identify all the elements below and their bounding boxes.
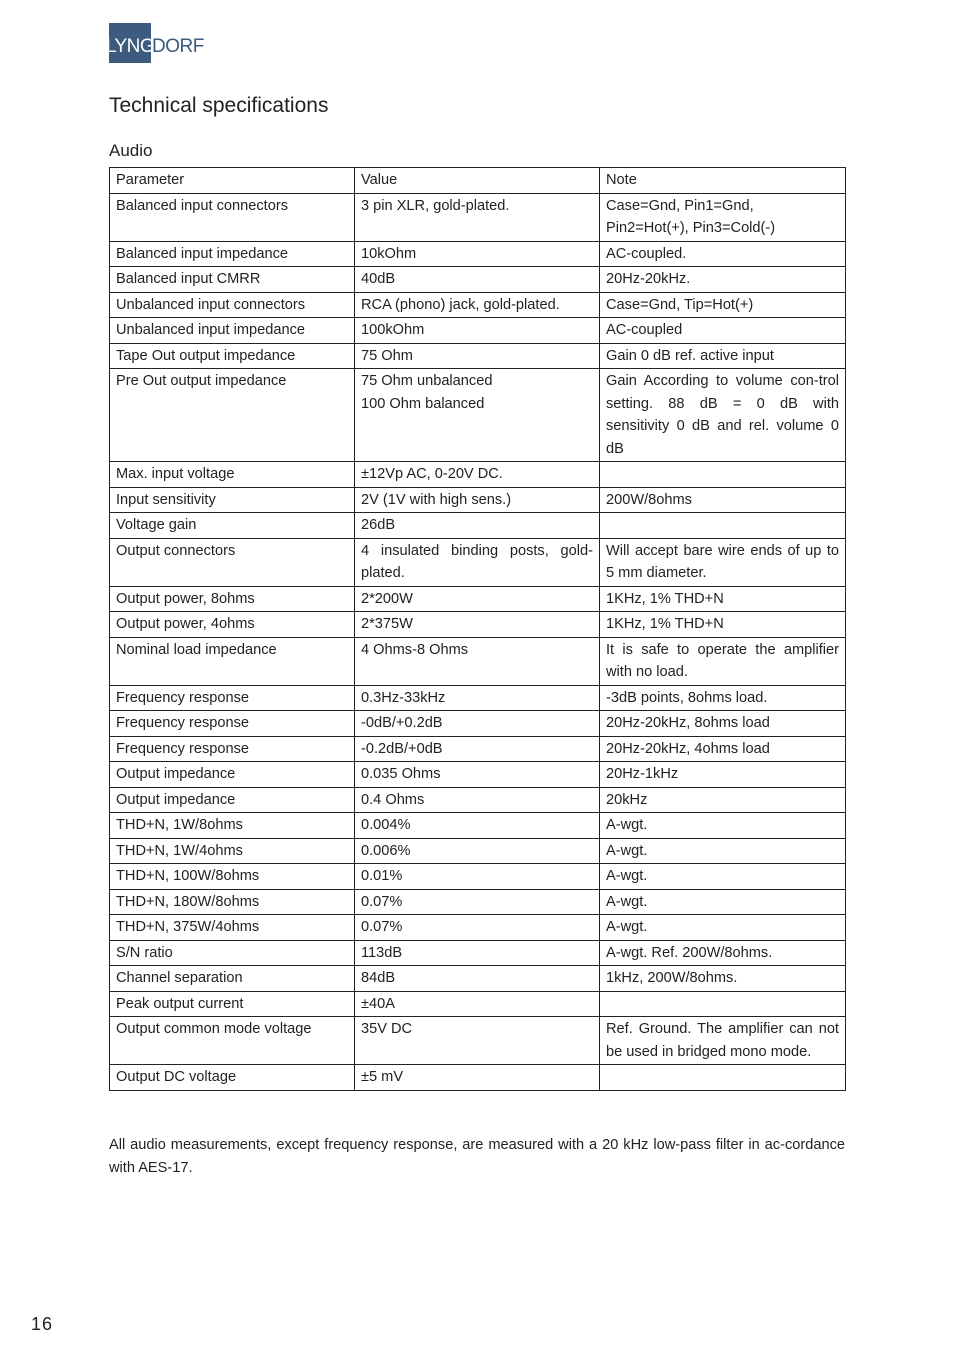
cell-value: 3 pin XLR, gold-plated. [355,193,600,241]
logo-dorf: DORF [152,36,204,57]
cell-value: 100kOhm [355,318,600,344]
cell-parameter: Voltage gain [110,513,355,539]
table-row [110,538,846,586]
table-row [110,762,846,788]
cell-note: 200W/8ohms [600,487,846,513]
table-row [110,813,846,839]
table-row [110,612,846,638]
table-row [110,267,846,293]
cell-parameter: Frequency response [110,685,355,711]
cell-value: 26dB [355,513,600,539]
cell-parameter: Output common mode voltage [110,1017,355,1065]
cell-note [600,991,846,1017]
table-row [110,487,846,513]
table-row [110,318,846,344]
cell-parameter: Unbalanced input connectors [110,292,355,318]
cell-note: 20Hz-1kHz [600,762,846,788]
header-value: Value [355,168,600,194]
cell-parameter: Peak output current [110,991,355,1017]
cell-parameter: Output impedance [110,762,355,788]
table-row [110,1017,846,1065]
table-row [110,241,846,267]
cell-value: 2*375W [355,612,600,638]
header-note: Note [600,168,846,194]
cell-value: 0.035 Ohms [355,762,600,788]
cell-value: 113dB [355,940,600,966]
cell-parameter: Pre Out output impedance [110,369,355,462]
cell-parameter: Frequency response [110,736,355,762]
cell-value: -0dB/+0.2dB [355,711,600,737]
cell-value: RCA (phono) jack, gold-plated. [355,292,600,318]
footnote: All audio measurements, except frequency response, are measured with a 20 kHz low-pass filter in ac-cordance with AES-17. [109,1137,845,1176]
cell-parameter: THD+N, 180W/8ohms [110,889,355,915]
table-row [110,685,846,711]
cell-parameter: Tape Out output impedance [110,343,355,369]
header-parameter: Parameter [110,168,355,194]
cell-parameter: Channel separation [110,966,355,992]
cell-value: 84dB [355,966,600,992]
brand-logo [105,23,204,63]
table-row [110,966,846,992]
cell-parameter: Max. input voltage [110,462,355,488]
table-row [110,940,846,966]
table-row [110,513,846,539]
table-row [110,838,846,864]
cell-note: A-wgt. [600,813,846,839]
table-row [110,637,846,685]
cell-parameter: THD+N, 375W/4ohms [110,915,355,941]
logo-lyng: LYNG [109,23,151,63]
cell-value: 0.006% [355,838,600,864]
cell-value: 0.01% [355,864,600,890]
cell-value: 0.07% [355,915,600,941]
spec-table-body [110,168,846,1091]
table-row [110,711,846,737]
cell-note: Gain According to volume con-trol setting. 88 dB = 0 dB with sensitivity 0 dB and rel. volume 0 dB [600,369,846,462]
cell-note: Ref. Ground. The amplifier can not be used in bridged mono mode. [600,1017,846,1065]
cell-note: 1kHz, 200W/8ohms. [600,966,846,992]
cell-note: A-wgt. [600,838,846,864]
cell-parameter: Balanced input connectors [110,193,355,241]
cell-note: 1KHz, 1% THD+N [600,612,846,638]
section-title: Audio [109,141,153,160]
cell-value: 0.4 Ohms [355,787,600,813]
cell-parameter: THD+N, 1W/4ohms [110,838,355,864]
cell-note: A-wgt. Ref. 200W/8ohms. [600,940,846,966]
cell-note: 20Hz-20kHz, 4ohms load [600,736,846,762]
cell-value: 40dB [355,267,600,293]
cell-parameter: Output impedance [110,787,355,813]
cell-note: It is safe to operate the amplifier with no load. [600,637,846,685]
cell-value: 35V DC [355,1017,600,1065]
table-row [110,787,846,813]
cell-note: Will accept bare wire ends of up to 5 mm diameter. [600,538,846,586]
cell-value: 0.07% [355,889,600,915]
table-row [110,991,846,1017]
cell-parameter: THD+N, 1W/8ohms [110,813,355,839]
spec-table [109,167,846,1091]
table-row [110,343,846,369]
table-row [110,1065,846,1091]
table-row [110,736,846,762]
cell-note: A-wgt. [600,915,846,941]
cell-note [600,513,846,539]
table-row [110,292,846,318]
cell-note [600,462,846,488]
cell-value: ±5 mV [355,1065,600,1091]
cell-parameter: Balanced input CMRR [110,267,355,293]
cell-value: 75 Ohm [355,343,600,369]
cell-parameter: Nominal load impedance [110,637,355,685]
cell-note: AC-coupled [600,318,846,344]
cell-parameter: S/N ratio [110,940,355,966]
cell-value: 4 Ohms-8 Ohms [355,637,600,685]
table-row [110,369,846,462]
table-row [110,462,846,488]
table-row [110,889,846,915]
cell-note: A-wgt. [600,864,846,890]
cell-parameter: Output power, 4ohms [110,612,355,638]
cell-note: Case=Gnd, Pin1=Gnd, Pin2=Hot(+), Pin3=Cold(-) [600,193,846,241]
cell-parameter: Output connectors [110,538,355,586]
cell-value: 75 Ohm unbalanced 100 Ohm balanced [355,369,600,462]
cell-note [600,1065,846,1091]
cell-parameter: Frequency response [110,711,355,737]
cell-value: ±40A [355,991,600,1017]
cell-note: 20Hz-20kHz, 8ohms load [600,711,846,737]
cell-parameter: THD+N, 100W/8ohms [110,864,355,890]
table-row [110,864,846,890]
cell-parameter: Output DC voltage [110,1065,355,1091]
cell-value: -0.2dB/+0dB [355,736,600,762]
cell-value: 4 insulated binding posts, gold-plated. [355,538,600,586]
cell-note: A-wgt. [600,889,846,915]
cell-note: Case=Gnd, Tip=Hot(+) [600,292,846,318]
cell-value: 0.3Hz-33kHz [355,685,600,711]
page-title: Technical specifications [109,94,329,117]
cell-note: 20Hz-20kHz. [600,267,846,293]
table-row [110,915,846,941]
cell-parameter: Unbalanced input impedance [110,318,355,344]
cell-value: 2V (1V with high sens.) [355,487,600,513]
cell-value: 10kOhm [355,241,600,267]
cell-note: 1KHz, 1% THD+N [600,586,846,612]
cell-value: ±12Vp AC, 0-20V DC. [355,462,600,488]
cell-parameter: Output power, 8ohms [110,586,355,612]
cell-note: Gain 0 dB ref. active input [600,343,846,369]
cell-note: 20kHz [600,787,846,813]
cell-note: -3dB points, 8ohms load. [600,685,846,711]
table-header-row [110,168,846,194]
table-row [110,193,846,241]
table-row [110,586,846,612]
cell-value: 2*200W [355,586,600,612]
cell-value: 0.004% [355,813,600,839]
cell-note: AC-coupled. [600,241,846,267]
page-number: 16 [31,1314,54,1334]
cell-parameter: Balanced input impedance [110,241,355,267]
cell-parameter: Input sensitivity [110,487,355,513]
